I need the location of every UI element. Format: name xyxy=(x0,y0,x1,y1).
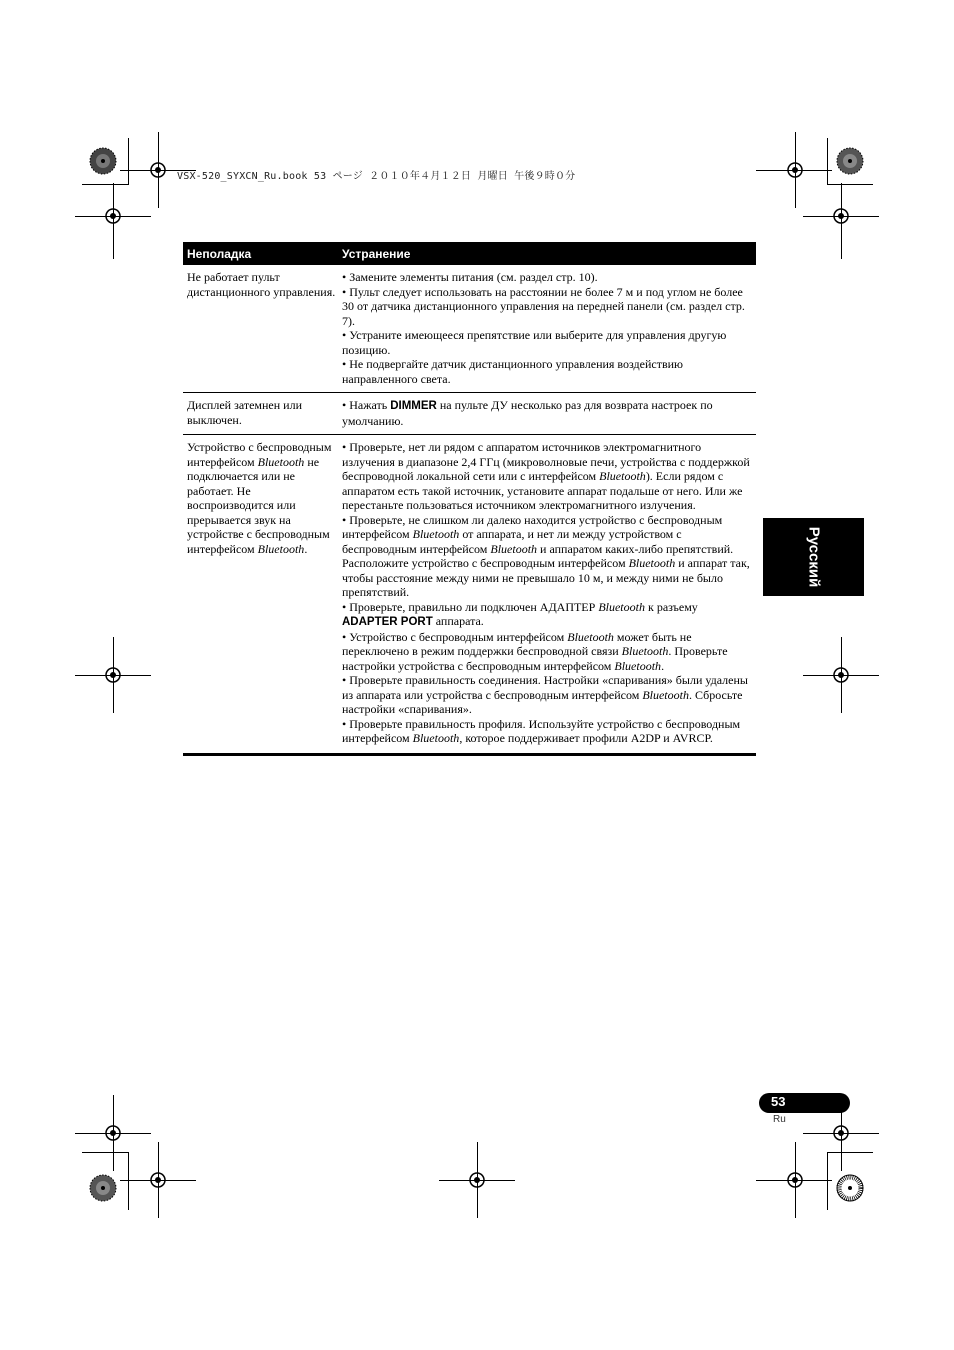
solution-cell xyxy=(342,398,756,428)
solution-item: • Пульт следует использовать на расстоянии не более 7 м и под углом не более 30 от датчика дистанционного управления на передней панели (см. раздел стр. 7). xyxy=(342,284,745,328)
table-row xyxy=(183,393,756,435)
registration-target-icon xyxy=(104,207,122,225)
solution-item: • Проверьте правильность соединения. Настройки «спаривания» были удалены из аппарата или устройства с беспроводным интерфейсом Bluetooth. Сбросьте настройки «спаривания». xyxy=(342,673,748,716)
adapter-port-label: ADAPTER PORT xyxy=(342,616,433,628)
starburst-mark-icon xyxy=(836,1174,864,1202)
registration-target-icon xyxy=(468,1171,486,1189)
crop-mark xyxy=(827,138,828,185)
registration-target-icon xyxy=(104,666,122,684)
solution-item: • Замените элементы питания (см. раздел стр. 10). xyxy=(342,270,598,284)
starburst-mark-icon xyxy=(836,147,864,175)
solution-item: • Не подвергайте датчик дистанционного управления воздействию направленного света. xyxy=(342,357,684,386)
crop-mark xyxy=(128,1152,129,1210)
crop-mark xyxy=(827,1152,873,1153)
problem-cell: Дисплей затемнен или выключен. xyxy=(187,398,303,427)
solution-item: • Проверьте, нет ли рядом с аппаратом источников электромагнитного излучения в диапазоне 2,4 ГГц (микроволновые печи, устройства с поддержкой беспроводной локальной сети или с интерфейсом Bluetooth). Если рядом с аппаратом есть такой источник, установите аппарат подальше от него. Или же перестаньте пользоваться источником электромагнитного излучения. xyxy=(342,440,750,512)
solution-item: • Проверьте правильность профиля. Используйте устройство с беспроводным интерфейсом Bluetooth, которое поддерживает профили A2DP и AVRCP. xyxy=(342,716,741,745)
table-row xyxy=(183,265,756,393)
solution-item: • Устраните имеющееся препятствие или выберите для управления другую позицию. xyxy=(342,328,727,357)
crop-mark xyxy=(82,184,128,185)
registration-target-icon xyxy=(832,666,850,684)
column-header-solution: Устранение xyxy=(342,246,411,261)
page-number-badge xyxy=(759,1093,850,1113)
starburst-mark-icon xyxy=(89,1174,117,1202)
registration-target-icon xyxy=(786,161,804,179)
solution-item: • Устройство с беспроводным интерфейсом Bluetooth может быть не переключено в режим поддержки беспроводной связи Bluetooth. Проверьте настройки устройства с беспроводным интерфейсом Bluetooth. xyxy=(342,629,728,673)
solution-item: • Проверьте, не слишком ли далеко находится устройство с беспроводным интерфейсом Bluetooth от аппарата, и нет ли между устройством с беспроводным интерфейсом Bluetooth и аппаратом каких-либо препятствий. Расположите устройство с беспроводным интерфейсом Bluetooth и аппарат так, чтобы расстояние между ними не превышало 10 м, и между ними не было препятствий. xyxy=(342,512,750,599)
registration-target-icon xyxy=(149,161,167,179)
registration-target-icon xyxy=(149,1171,167,1189)
solution-item: • Нажать DIMMER на пульте ДУ несколько раз для возврата настроек по умолчанию. xyxy=(342,398,713,428)
troubleshooting-table xyxy=(183,242,756,756)
starburst-mark-icon xyxy=(89,147,117,175)
crop-mark xyxy=(827,1152,828,1210)
running-header: VSX-520_SYXCN_Ru.book 53 ページ ２０１０年４月１２日 月曜日 午後９時０分 xyxy=(177,171,576,182)
dimmer-key-label: DIMMER xyxy=(390,400,437,412)
registration-target-icon xyxy=(832,207,850,225)
language-tab-label: Русский xyxy=(805,526,822,588)
page-language-code: Ru xyxy=(773,1114,786,1125)
registration-target-icon xyxy=(786,1171,804,1189)
table-row xyxy=(183,435,756,756)
crop-mark xyxy=(827,184,873,185)
column-header-problem: Неполадка xyxy=(187,246,252,261)
problem-cell: Устройство с беспроводным интерфейсом Bluetooth не подключается или не работает. Не воспроизводится или прерывается звук на устройстве с беспроводным интерфейсом Bluetooth. xyxy=(187,440,332,556)
page-number: 53 xyxy=(771,1094,786,1109)
solution-cell xyxy=(342,270,756,386)
registration-target-icon xyxy=(832,1124,850,1142)
language-side-tab xyxy=(763,518,864,596)
solution-cell xyxy=(342,440,756,746)
crop-mark xyxy=(128,138,129,185)
crop-mark xyxy=(82,1152,128,1153)
table-header xyxy=(183,242,756,265)
registration-target-icon xyxy=(104,1124,122,1142)
problem-cell: Не работает пульт дистанционного управления. xyxy=(187,270,336,299)
solution-item: • Проверьте, правильно ли подключен АДАПТЕР Bluetooth к разъему ADAPTER PORT аппарата. xyxy=(342,599,698,628)
